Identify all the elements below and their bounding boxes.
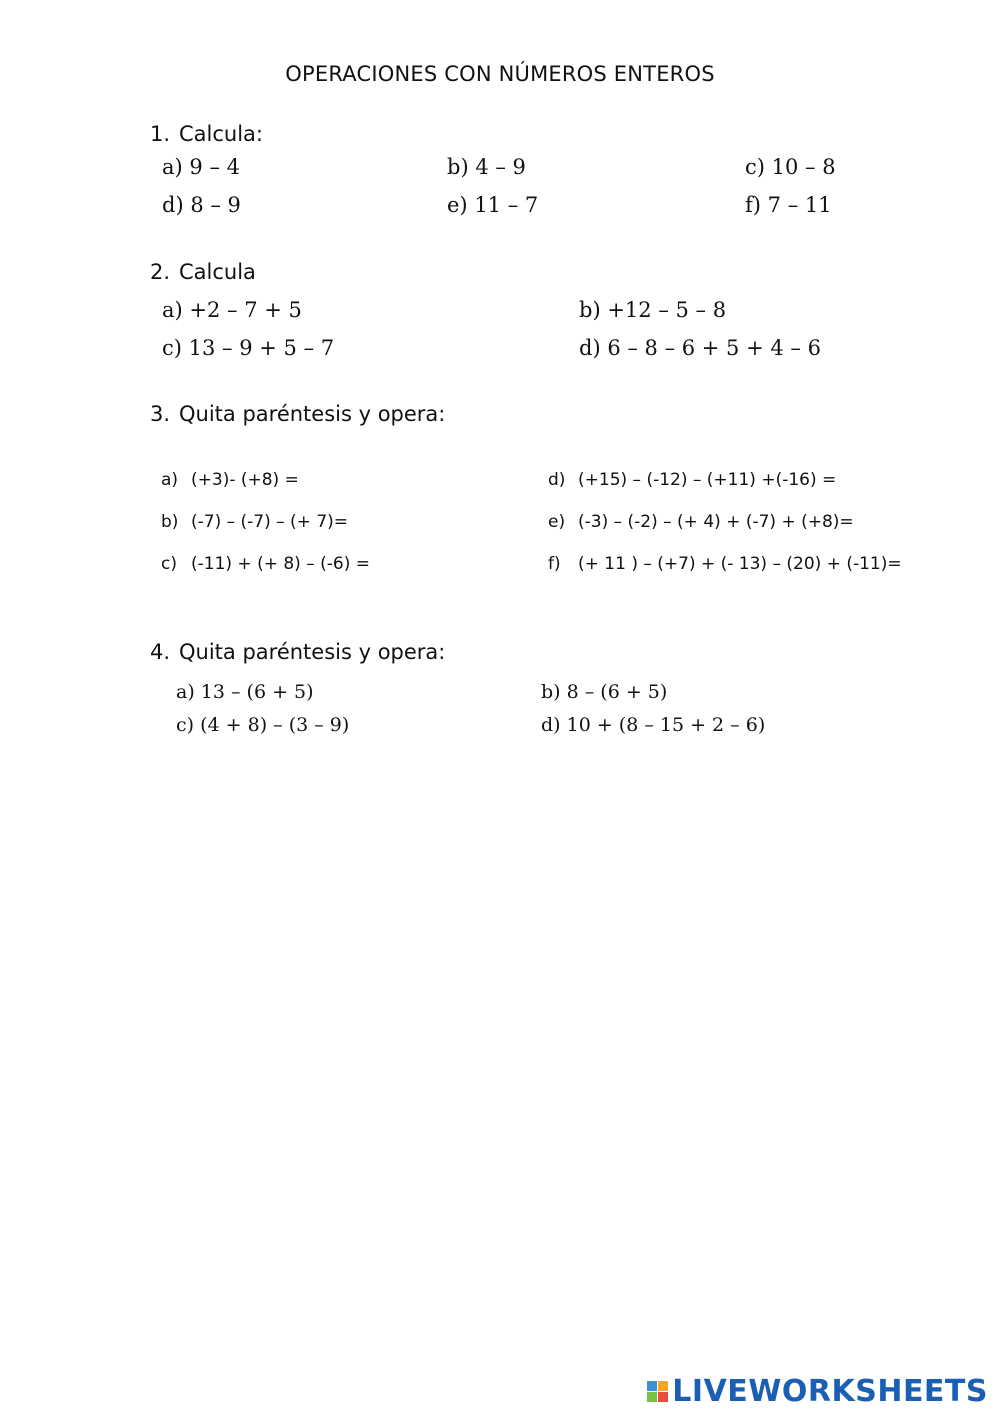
section-number: 3. <box>150 402 171 426</box>
section-number: 2. <box>150 260 171 284</box>
section-3-heading <box>150 402 445 426</box>
exercise-3f: f) (+ 11 ) – (+7) + (- 13) – (20) + (-11)= <box>548 554 902 574</box>
exercise-1b: b) 4 – 9 <box>447 155 526 179</box>
exercise-1a: a) 9 – 4 <box>162 155 240 179</box>
exercise-2a: a) +2 – 7 + 5 <box>162 298 302 322</box>
section-4-heading <box>150 640 445 664</box>
exercise-2c: c) 13 – 9 + 5 – 7 <box>162 336 335 360</box>
exercise-1d: d) 8 – 9 <box>162 193 241 217</box>
section-title: Calcula <box>179 260 256 284</box>
exercise-3c: c) (-11) + (+ 8) – (-6) = <box>161 554 370 574</box>
section-title: Quita paréntesis y opera: <box>179 402 446 426</box>
exercise-4c: c) (4 + 8) – (3 – 9) <box>176 714 350 736</box>
exercise-3b: b) (-7) – (-7) – (+ 7)= <box>161 512 349 532</box>
exercise-3d: d) (+15) – (-12) – (+11) +(-16) = <box>548 470 837 490</box>
section-2-heading <box>150 260 256 284</box>
logo-mark-icon <box>647 1381 668 1402</box>
section-title: Calcula: <box>179 122 263 146</box>
exercise-2b: b) +12 – 5 – 8 <box>579 298 727 322</box>
section-number: 4. <box>150 640 171 664</box>
exercise-3e: e) (-3) – (-2) – (+ 4) + (-7) + (+8)= <box>548 512 854 532</box>
exercise-4b: b) 8 – (6 + 5) <box>541 681 668 703</box>
logo-text: LIVEWORKSHEETS <box>672 1374 988 1409</box>
logo-square <box>658 1381 668 1391</box>
exercise-1e: e) 11 – 7 <box>447 193 539 217</box>
liveworksheets-logo <box>647 1374 988 1409</box>
section-1-heading <box>150 122 263 146</box>
exercise-4a: a) 13 – (6 + 5) <box>176 681 314 703</box>
exercise-1c: c) 10 – 8 <box>745 155 836 179</box>
page-title: OPERACIONES CON NÚMEROS ENTEROS <box>285 62 715 86</box>
exercise-1f: f) 7 – 11 <box>745 193 832 217</box>
exercise-4d: d) 10 + (8 – 15 + 2 – 6) <box>541 714 766 736</box>
logo-square <box>658 1392 668 1402</box>
section-number: 1. <box>150 122 171 146</box>
logo-square <box>647 1392 657 1402</box>
logo-square <box>647 1381 657 1391</box>
exercise-2d: d) 6 – 8 – 6 + 5 + 4 – 6 <box>579 336 821 360</box>
exercise-3a: a) (+3)- (+8) = <box>161 470 299 490</box>
section-title: Quita paréntesis y opera: <box>179 640 446 664</box>
